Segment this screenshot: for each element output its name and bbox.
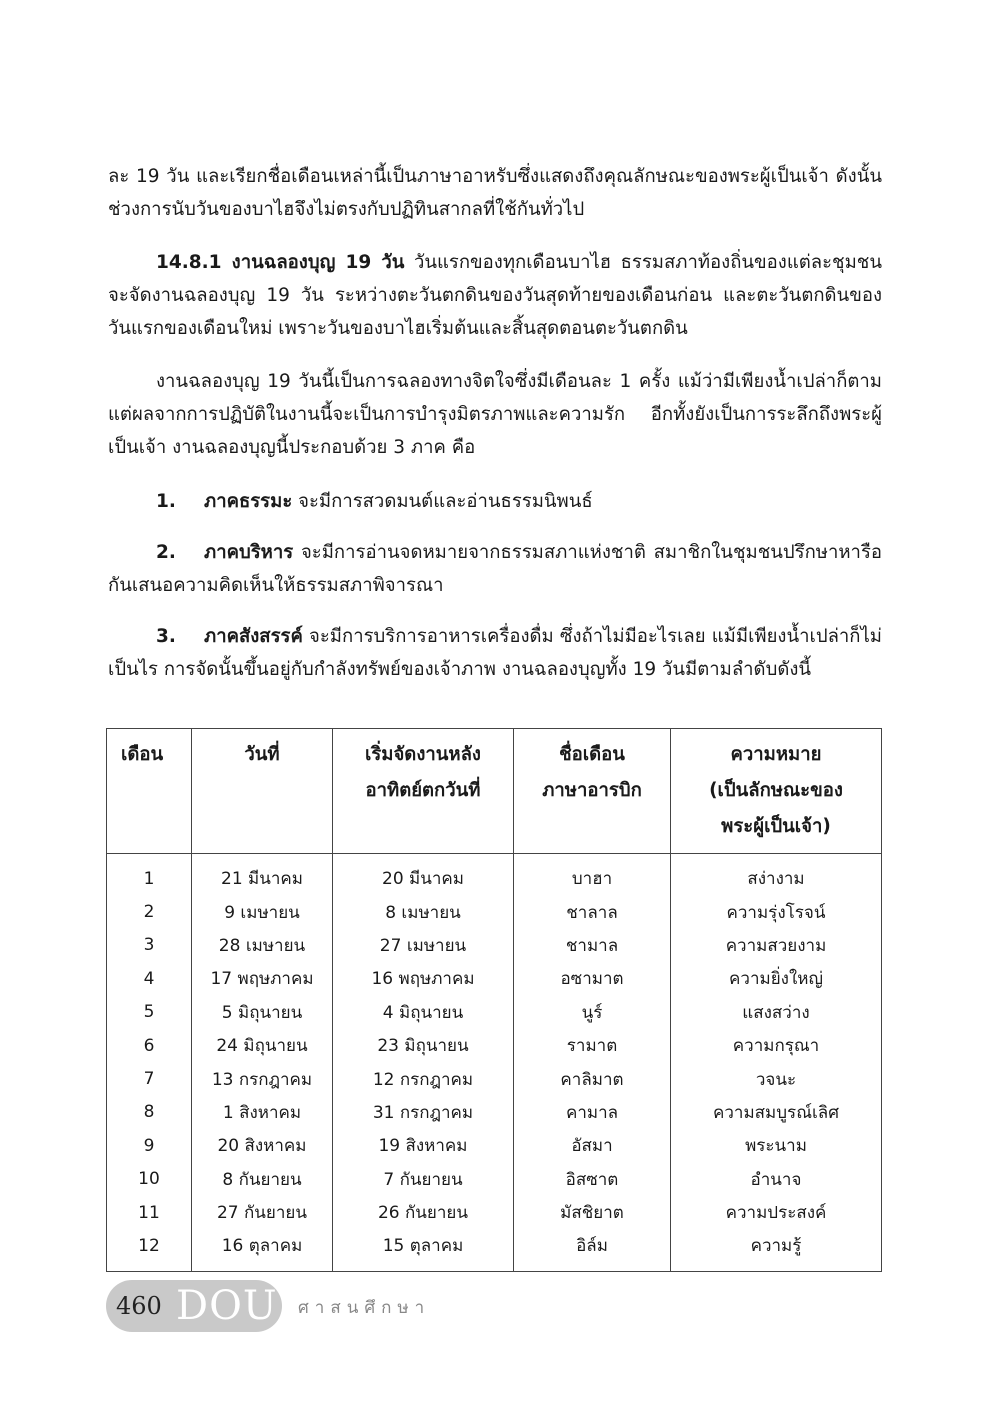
cell-meaning: ความยิ่งใหญ่ bbox=[671, 962, 882, 995]
cell-month: 7 bbox=[107, 1062, 192, 1095]
header-start bbox=[333, 729, 514, 854]
cell-month: 11 bbox=[107, 1196, 192, 1229]
cell-date: 8 กันยายน bbox=[192, 1163, 333, 1196]
cell-date: 9 เมษายน bbox=[192, 895, 333, 928]
cell-month: 9 bbox=[107, 1129, 192, 1162]
cell-date: 5 มิถุนายน bbox=[192, 996, 333, 1029]
table-row bbox=[107, 895, 882, 928]
header-meaning-line-2: (เป็นลักษณะของ bbox=[709, 780, 843, 801]
table-row bbox=[107, 1229, 882, 1271]
list-item-heading: ภาคบริหาร bbox=[204, 542, 294, 563]
cell-meaning: ความสมบูรณ์เลิศ bbox=[671, 1096, 882, 1129]
cell-arabic-name: ชามาล bbox=[514, 929, 671, 962]
list-item-heading: ภาคธรรมะ bbox=[204, 491, 293, 512]
cell-date: 24 มิถุนายน bbox=[192, 1029, 333, 1062]
cell-date: 16 ตุลาคม bbox=[192, 1229, 333, 1271]
cell-date: 1 สิงหาคม bbox=[192, 1096, 333, 1129]
list-item-text: จะมีการบริการอาหารเครื่องดื่ม ซึ่งถ้าไม่มีอะไรเลย แม้มีเพียงน้ำเปล่าก็ไม่เป็นไร การจัดนั้นขึ้นอยู่กับกำลังทรัพย์ของเจ้าภาพ งานฉลองบุญทั้ง 19 วันมีตามลำดับดังนี้ bbox=[108, 626, 882, 680]
cell-date: 21 มีนาคม bbox=[192, 854, 333, 896]
table-row bbox=[107, 1029, 882, 1062]
cell-meaning: ความกรุณา bbox=[671, 1029, 882, 1062]
list-number: 3. bbox=[156, 626, 176, 647]
cell-meaning: ความรุ่งโรจน์ bbox=[671, 895, 882, 928]
cell-arabic-name: อซามาต bbox=[514, 962, 671, 995]
cell-arabic-name: คาลิมาต bbox=[514, 1062, 671, 1095]
table-row bbox=[107, 996, 882, 1029]
cell-start: 19 สิงหาคม bbox=[333, 1129, 514, 1162]
cell-start: 15 ตุลาคม bbox=[333, 1229, 514, 1271]
header-start-line-1: เริ่มจัดงานหลัง bbox=[365, 744, 481, 765]
cell-month: 2 bbox=[107, 895, 192, 928]
cell-month: 6 bbox=[107, 1029, 192, 1062]
list-item-2 bbox=[108, 536, 882, 602]
cell-start: 4 มิถุนายน bbox=[333, 996, 514, 1029]
cell-arabic-name: อิสซาต bbox=[514, 1163, 671, 1196]
list-number: 1. bbox=[156, 491, 176, 512]
list-item-text: จะมีการอ่านจดหมายจากธรรมสภาแห่งชาติ สมาชิกในชุมชนปรึกษาหารือกันเสนอความคิดเห็นให้ธรรมสภาพิจารณา bbox=[108, 542, 882, 596]
table-row bbox=[107, 1096, 882, 1129]
cell-date: 17 พฤษภาคม bbox=[192, 962, 333, 995]
month-table bbox=[106, 728, 882, 1272]
table-row bbox=[107, 1062, 882, 1095]
cell-month: 5 bbox=[107, 996, 192, 1029]
header-arabic-line-2: ภาษาอารบิก bbox=[542, 780, 642, 801]
cell-start: 20 มีนาคม bbox=[333, 854, 514, 896]
cell-date: 20 สิงหาคม bbox=[192, 1129, 333, 1162]
header-start-line-2: อาทิตย์ตกวันที่ bbox=[365, 780, 481, 801]
cell-start: 8 เมษายน bbox=[333, 895, 514, 928]
cell-start: 27 เมษายน bbox=[333, 929, 514, 962]
header-arabic-line-1: ชื่อเดือน bbox=[559, 744, 625, 765]
cell-arabic-name: อัสมา bbox=[514, 1129, 671, 1162]
cell-arabic-name: อิล์ม bbox=[514, 1229, 671, 1271]
cell-meaning: วจนะ bbox=[671, 1062, 882, 1095]
header-meaning-line-1: ความหมาย bbox=[730, 744, 822, 765]
cell-meaning: พระนาม bbox=[671, 1129, 882, 1162]
cell-arabic-name: รามาต bbox=[514, 1029, 671, 1062]
header-arabic-name bbox=[514, 729, 671, 854]
table-row bbox=[107, 1196, 882, 1229]
cell-start: 23 มิถุนายน bbox=[333, 1029, 514, 1062]
cell-arabic-name: คามาล bbox=[514, 1096, 671, 1129]
header-date: วันที่ bbox=[192, 729, 333, 854]
page-number: 460 bbox=[116, 1292, 162, 1320]
cell-month: 1 bbox=[107, 854, 192, 896]
list-item-text: จะมีการสวดมนต์และอ่านธรรมนิพนธ์ bbox=[292, 491, 593, 512]
list-item-1 bbox=[108, 485, 882, 518]
paragraph-feast-description bbox=[108, 246, 882, 345]
table-body bbox=[107, 854, 882, 1272]
cell-date: 27 กันยายน bbox=[192, 1196, 333, 1229]
header-meaning-line-3: พระผู้เป็นเจ้า) bbox=[721, 816, 831, 837]
section-heading: 14.8.1 งานฉลองบุญ 19 วัน bbox=[156, 252, 405, 273]
paragraph-intro: ละ 19 วัน และเรียกชื่อเดือนเหล่านี้เป็นภาษาอาหรับซึ่งแสดงถึงคุณลักษณะของพระผู้เป็นเจ้า ดังนั้นช่วงการนับวันของบาไฮจึงไม่ตรงกับปฏิทินสากลที่ใช้กันทั่วไป bbox=[108, 166, 882, 220]
cell-meaning: ความรู้ bbox=[671, 1229, 882, 1271]
paragraph-feast-meaning: งานฉลองบุญ 19 วันนี้เป็นการฉลองทางจิตใจซึ่งมีเดือนละ 1 ครั้ง แม้ว่ามีเพียงน้ำเปล่าก็ตาม แต่ผลจากการปฏิบัติในงานนี้จะเป็นการบำรุงมิตรภาพและความรัก อีกทั้งยังเป็นการระลึกถึงพระผู้เป็นเจ้า งานฉลองบุญนี้ประกอบด้วย 3 ภาค คือ bbox=[108, 371, 882, 458]
cell-start: 12 กรกฎาคม bbox=[333, 1062, 514, 1095]
table-row bbox=[107, 1129, 882, 1162]
cell-meaning: ความสวยงาม bbox=[671, 929, 882, 962]
cell-start: 26 กันยายน bbox=[333, 1196, 514, 1229]
table-row bbox=[107, 929, 882, 962]
header-month: เดือน bbox=[107, 729, 192, 854]
list-item-3 bbox=[108, 620, 882, 686]
cell-meaning: สง่างาม bbox=[671, 854, 882, 896]
dou-logo: DOU bbox=[176, 1283, 278, 1329]
cell-date: 28 เมษายน bbox=[192, 929, 333, 962]
section-text: วันแรกของทุกเดือนบาไฮ ธรรมสภาท้องถิ่นของแต่ละชุมชนจะจัดงานฉลองบุญ 19 วัน ระหว่างตะวันตกดินของวันสุดท้ายของเดือนก่อน และตะวันตกดินของวันแรกของเดือนใหม่ เพราะวันของบาไฮเริ่มต้นและสิ้นสุดตอนตะวันตกดิน bbox=[108, 252, 882, 339]
table-header-row bbox=[107, 729, 882, 854]
cell-arabic-name: ชาลาล bbox=[514, 895, 671, 928]
table-row bbox=[107, 1163, 882, 1196]
cell-month: 12 bbox=[107, 1229, 192, 1271]
cell-date: 13 กรกฎาคม bbox=[192, 1062, 333, 1095]
table-row bbox=[107, 854, 882, 896]
cell-start: 31 กรกฎาคม bbox=[333, 1096, 514, 1129]
course-name: ศาสนศึกษา bbox=[298, 1298, 431, 1318]
cell-arabic-name: นูร์ bbox=[514, 996, 671, 1029]
header-meaning bbox=[671, 729, 882, 854]
cell-month: 3 bbox=[107, 929, 192, 962]
list-item-heading: ภาคสังสรรค์ bbox=[204, 626, 303, 647]
cell-meaning: ความประสงค์ bbox=[671, 1196, 882, 1229]
cell-month: 4 bbox=[107, 962, 192, 995]
cell-month: 8 bbox=[107, 1096, 192, 1129]
cell-meaning: อำนาจ bbox=[671, 1163, 882, 1196]
cell-arabic-name: บาฮา bbox=[514, 854, 671, 896]
footer-badge bbox=[106, 1280, 282, 1332]
cell-start: 7 กันยายน bbox=[333, 1163, 514, 1196]
cell-month: 10 bbox=[107, 1163, 192, 1196]
cell-start: 16 พฤษภาคม bbox=[333, 962, 514, 995]
table-row bbox=[107, 962, 882, 995]
cell-arabic-name: มัสชิยาต bbox=[514, 1196, 671, 1229]
cell-meaning: แสงสว่าง bbox=[671, 996, 882, 1029]
list-number: 2. bbox=[156, 542, 176, 563]
